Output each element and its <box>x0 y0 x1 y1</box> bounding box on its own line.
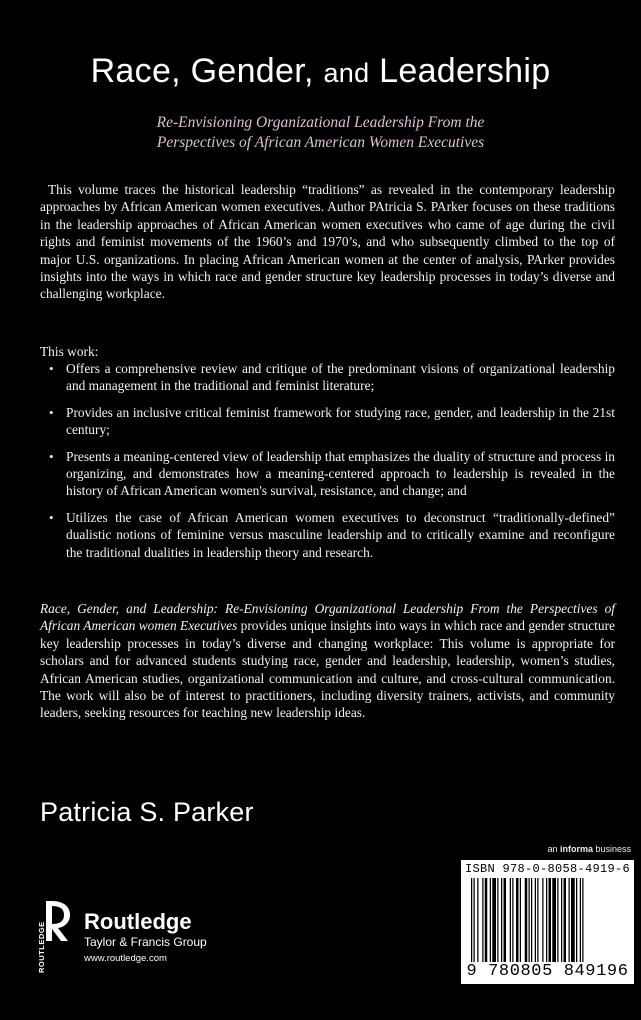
book-title <box>0 52 641 91</box>
barcode-icon <box>471 878 624 964</box>
publisher-block <box>84 910 207 966</box>
barcode-bar <box>520 878 521 964</box>
informa-prefix: an <box>547 844 560 854</box>
barcode-bar <box>477 878 478 964</box>
bullet-icon: • <box>49 509 54 525</box>
title-connector: and <box>323 58 370 88</box>
spine-text: ROUTLEDGE <box>37 921 46 973</box>
closing-text: provides unique insights into ways in which race and gender structure key leadership processes in today’s diverse and changing workplace: This volume is appropriate for scholars and for advanced students studying race, gender and leadership, leadership, women’s studies, African American studies, organizational communication and culture, and cross-cultural communication. The work will also be of interest to practitioners, including diversity trainers, activists, and community leaders, seeking resources for teaching new leadership ideas. <box>40 618 615 721</box>
work-label: This work: <box>40 344 99 359</box>
barcode-bar <box>580 878 581 964</box>
barcode-bar <box>529 878 530 964</box>
barcode-bar <box>546 878 547 964</box>
barcode-bar <box>516 878 519 964</box>
subtitle-line1: Re-Envisioning Organizational Leadership From the <box>156 114 485 131</box>
title-part1: Race, Gender, <box>90 52 314 90</box>
intro-paragraph: This volume traces the historical leadership “traditions” as revealed in the contemporary leadership approaches by African American women executives. Author PAtricia S. PArker focuses on these traditions in the leadership approaches of African American women executives who came of age during the civil rights and feminist movements of the 1960’s and 1970’s, and who subsequently climbed to the top of major U.S. organizations. In placing African American women at the center of analysis, PArker provides insights into the ways in which race and gender structure key leadership processes in today’s diverse and challenging workplace. <box>40 182 615 302</box>
book-subtitle <box>40 113 601 153</box>
barcode-bar <box>474 878 475 964</box>
barcode-bar <box>531 878 532 964</box>
isbn-barcode <box>461 860 634 984</box>
list-item <box>40 360 615 395</box>
barcode-bar <box>501 878 502 964</box>
barcode-bar <box>485 878 488 964</box>
bullet-icon: • <box>49 448 54 464</box>
barcode-bar <box>576 878 577 964</box>
list-item <box>40 448 615 500</box>
publisher-group: Taylor & Francis Group <box>84 935 207 949</box>
barcode-bar <box>510 878 511 964</box>
informa-suffix: business <box>592 844 631 854</box>
author-name: Patricia S. Parker <box>40 797 254 827</box>
isbn-number: ISBN 978-0-8058-4919-6 <box>464 862 631 876</box>
barcode-bar <box>542 878 543 964</box>
list-item <box>40 404 615 439</box>
informa-tagline <box>547 844 631 854</box>
informa-brand: informa <box>559 844 593 854</box>
barcode-bar <box>549 878 552 964</box>
barcode-bar <box>497 878 498 964</box>
barcode-digits: 9 780805 849196 <box>461 962 634 981</box>
closing-title-italic: Race, Gender, and Leadership: Re-Envisioning Organizational Leadership From the Perspectives of African American women Executives <box>40 601 615 634</box>
routledge-logo-icon <box>36 897 80 975</box>
barcode-bar <box>504 878 507 964</box>
barcode-bar <box>552 878 556 964</box>
subtitle-line2: Perspectives of African American Women Executives <box>156 134 485 151</box>
barcode-bar <box>557 878 558 964</box>
barcode-bar <box>569 878 570 964</box>
barcode-bar <box>512 878 513 964</box>
closing-paragraph <box>40 600 615 722</box>
list-item-text: Utilizes the case of African American women executives to deconstruct “traditionally-defined” dualistic notions of feminine versus masculine leadership and to critically examine and reconfigure the traditional dualities in leadership theory and research. <box>66 509 615 560</box>
feature-list <box>40 360 615 570</box>
publisher-url: www.routledge.com <box>84 953 167 964</box>
barcode-bar <box>490 878 491 964</box>
publisher-name: Routledge <box>84 909 192 934</box>
barcode-bar <box>564 878 567 964</box>
barcode-bar <box>537 878 538 964</box>
barcode-bar <box>482 878 483 964</box>
barcode-bar <box>582 878 583 964</box>
barcode-bar <box>561 878 562 964</box>
barcode-bar <box>492 878 496 964</box>
barcode-bar <box>535 878 536 964</box>
title-part2: Leadership <box>379 52 551 90</box>
barcode-bar <box>571 878 575 964</box>
barcode-bar <box>525 878 528 964</box>
barcode-bar <box>471 878 472 964</box>
bullet-icon: • <box>49 361 54 376</box>
list-item-text: Offers a comprehensive review and critique of the predominant visions of organizational leadership and management in the traditional and feminist literature; <box>66 361 615 394</box>
list-item-text: Provides an inclusive critical feminist framework for studying race, gender, and leadership in the 21st century; <box>66 404 615 438</box>
list-item-text: Presents a meaning-centered view of leadership that emphasizes the duality of structure and process in organizing, and demonstrates how a meaning-centered approach to leadership is revealed in the history of African American women's survival, resistance, and change; and <box>66 448 615 499</box>
bullet-icon: • <box>49 404 54 420</box>
list-item <box>40 509 615 561</box>
